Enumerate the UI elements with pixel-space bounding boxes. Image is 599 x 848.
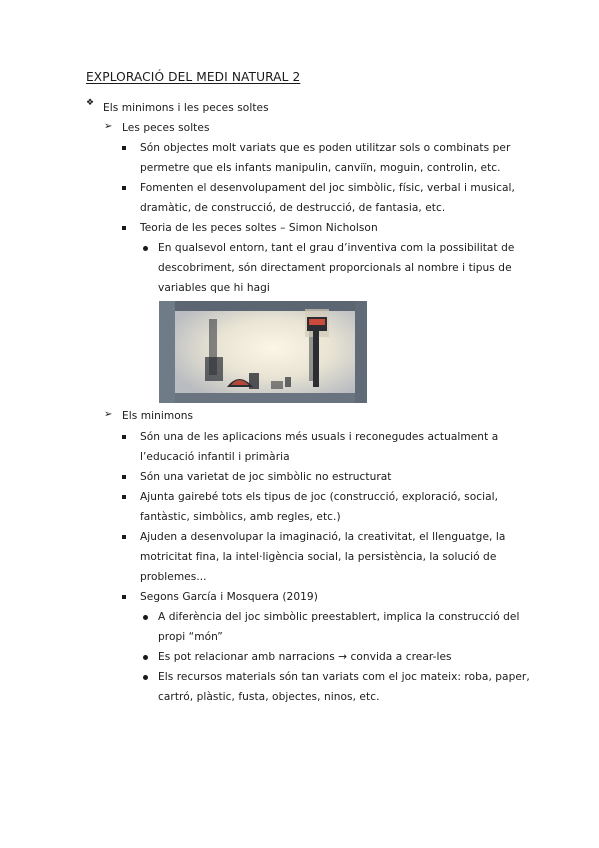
arrow-bullet-icon: ➢	[104, 409, 113, 420]
diamond-bullet-icon: ❖	[86, 98, 95, 108]
list-item-text: Són una varietat de joc simbòlic no estructurat	[140, 471, 392, 483]
square-bullet-icon	[122, 146, 126, 150]
dot-bullet-icon	[143, 615, 148, 620]
shadow-theatre-illustration	[159, 301, 367, 403]
list-item-text: Els recursos materials són tan variats com el joc mateix: roba, paper, cartró, plàstic, fusta, objectes, ninos, etc.	[158, 671, 530, 703]
subsection-heading-text: Les peces soltes	[122, 122, 210, 134]
dot-bullet-icon	[143, 675, 148, 680]
list-item-text: Són objectes molt variats que es poden utilitzar sols o combinats per permetre que els infants manipulin, canviïn, moguin, controlin, etc.	[140, 142, 511, 174]
list-item-text: Es pot relacionar amb narracions → convida a crear-les	[158, 651, 452, 663]
list-item-text: Ajunta gairebé tots els tipus de joc (construcció, exploració, social, fantàstic, simbòlics, amb regles, etc.)	[140, 491, 499, 523]
list-item-text: Teoria de les peces soltes – Simon Nicholson	[140, 222, 378, 234]
list-item-text: Ajuden a desenvolupar la imaginació, la creativitat, el llenguatge, la motricitat fina, la intel·ligència social, la persistència, la solució de problemes...	[140, 531, 506, 583]
list-item-text: En qualsevol entorn, tant el grau d’inventiva com la possibilitat de descobriment, són directament proporcionals al nombre i tipus de variables que hi hagi	[158, 242, 515, 294]
square-bullet-icon	[122, 226, 126, 230]
square-bullet-icon	[122, 186, 126, 190]
section-heading-text: Els minimons i les peces soltes	[103, 102, 269, 114]
square-bullet-icon	[122, 495, 126, 499]
square-bullet-icon	[122, 435, 126, 439]
square-bullet-icon	[122, 535, 126, 539]
arrow-bullet-icon: ➢	[104, 121, 113, 132]
square-bullet-icon	[122, 595, 126, 599]
subsection-heading-text: Els minimons	[122, 410, 194, 422]
list-item-text: Són una de les aplicacions més usuals i reconegudes actualment a l’educació infantil i primària	[140, 431, 499, 463]
list-item-text: A diferència del joc simbòlic preestablert, implica la construcció del propi “món”	[158, 611, 520, 643]
list-item-text: Segons García i Mosquera (2019)	[140, 591, 318, 603]
list-item-text: Fomenten el desenvolupament del joc simbòlic, físic, verbal i musical, dramàtic, de construcció, de destrucció, de fantasia, etc.	[140, 182, 515, 214]
dot-bullet-icon	[143, 655, 148, 660]
square-bullet-icon	[122, 475, 126, 479]
dot-bullet-icon	[143, 246, 148, 251]
document-title: EXPLORACIÓ DEL MEDI NATURAL 2	[86, 70, 301, 84]
shadow-theatre-photo	[159, 301, 367, 403]
